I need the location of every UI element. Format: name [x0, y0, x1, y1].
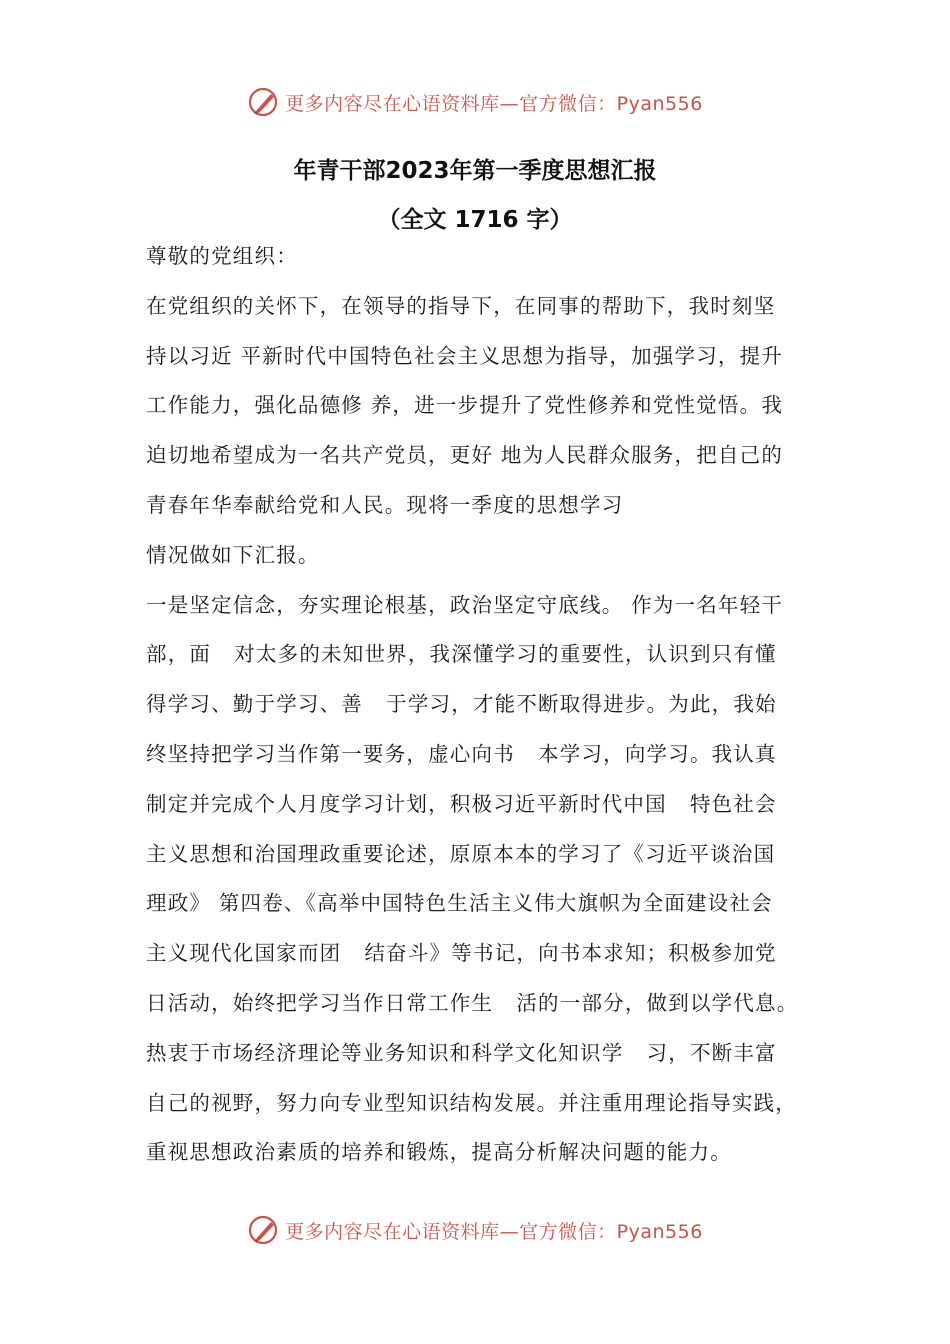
body-line: 在党组织的关怀下，在领导的指导下，在同事的帮助下，我时刻坚	[146, 293, 776, 318]
body-line: 理政》 第四卷、《高举中国特色生活主义伟大旗帜为全面建设社会	[146, 891, 773, 916]
body-line: 热衷于市场经济理论等业务知识和科学文化知识学 习，不断丰富	[146, 1040, 777, 1065]
body-line: 一是坚定信念，夯实理论根基，政治坚定守底线。 作为一名年轻干	[146, 592, 784, 617]
body-line: 迫切地希望成为一名共产党员，更好 地为人民群众服务，把自己的	[146, 443, 784, 468]
watermark-banner-top	[0, 80, 950, 124]
body-line: 自己的视野，努力向专业型知识结构发展。并注重用理论指导实践，	[146, 1090, 797, 1115]
body-line: 得学习、勤于学习、善 于学习，才能不断取得进步。为此，我始	[146, 692, 777, 717]
page-title: 年青干部2023年第一季度思想汇报	[293, 158, 657, 184]
pen-circle-logo-icon	[247, 85, 281, 119]
body-line: 主义思想和治国理政重要论述，原原本本的学习了《习近平谈治国	[146, 841, 776, 866]
body-line: 制定并完成个人月度学习计划，积极习近平新时代中国 特色社会	[146, 791, 777, 816]
body-line: 部，面 对太多的未知世界，我深懂学习的重要性，认识到只有懂	[146, 642, 777, 667]
watermark-text: 更多内容尽在心语资料库—官方微信：Pyan556	[285, 1220, 703, 1243]
page-subtitle: （全文 1716 字）	[377, 207, 573, 233]
report-body	[146, 232, 846, 1178]
body-line: 重视思想政治素质的培养和锻炼，提高分析解决问题的能力。	[146, 1140, 732, 1165]
watermark-text: 更多内容尽在心语资料库—官方微信：Pyan556	[285, 92, 703, 115]
body-line: 情况做如下汇报。	[146, 542, 320, 567]
body-line: 青春年华奉献给党和人民。现将一季度的思想学习	[146, 492, 624, 517]
body-line: 工作能力，强化品德修 养，进一步提升了党性修养和党性觉悟。我	[146, 393, 784, 418]
body-line: 主义现代化国家而团 结奋斗》等书记，向书本求知；积极参加党	[146, 941, 777, 966]
body-line: 终坚持把学习当作第一要务，虚心向书 本学习，向学习。我认真	[146, 741, 777, 766]
body-line: 持以习近 平新时代中国特色社会主义思想为指导，加强学习，提升	[146, 343, 784, 368]
body-line: 尊敬的党组织：	[146, 244, 298, 268]
body-line: 日活动，始终把学习当作日常工作生 活的一部分，做到以学代息。	[146, 990, 799, 1015]
pen-circle-logo-icon	[247, 1213, 281, 1247]
watermark-banner-bottom	[0, 1208, 950, 1252]
